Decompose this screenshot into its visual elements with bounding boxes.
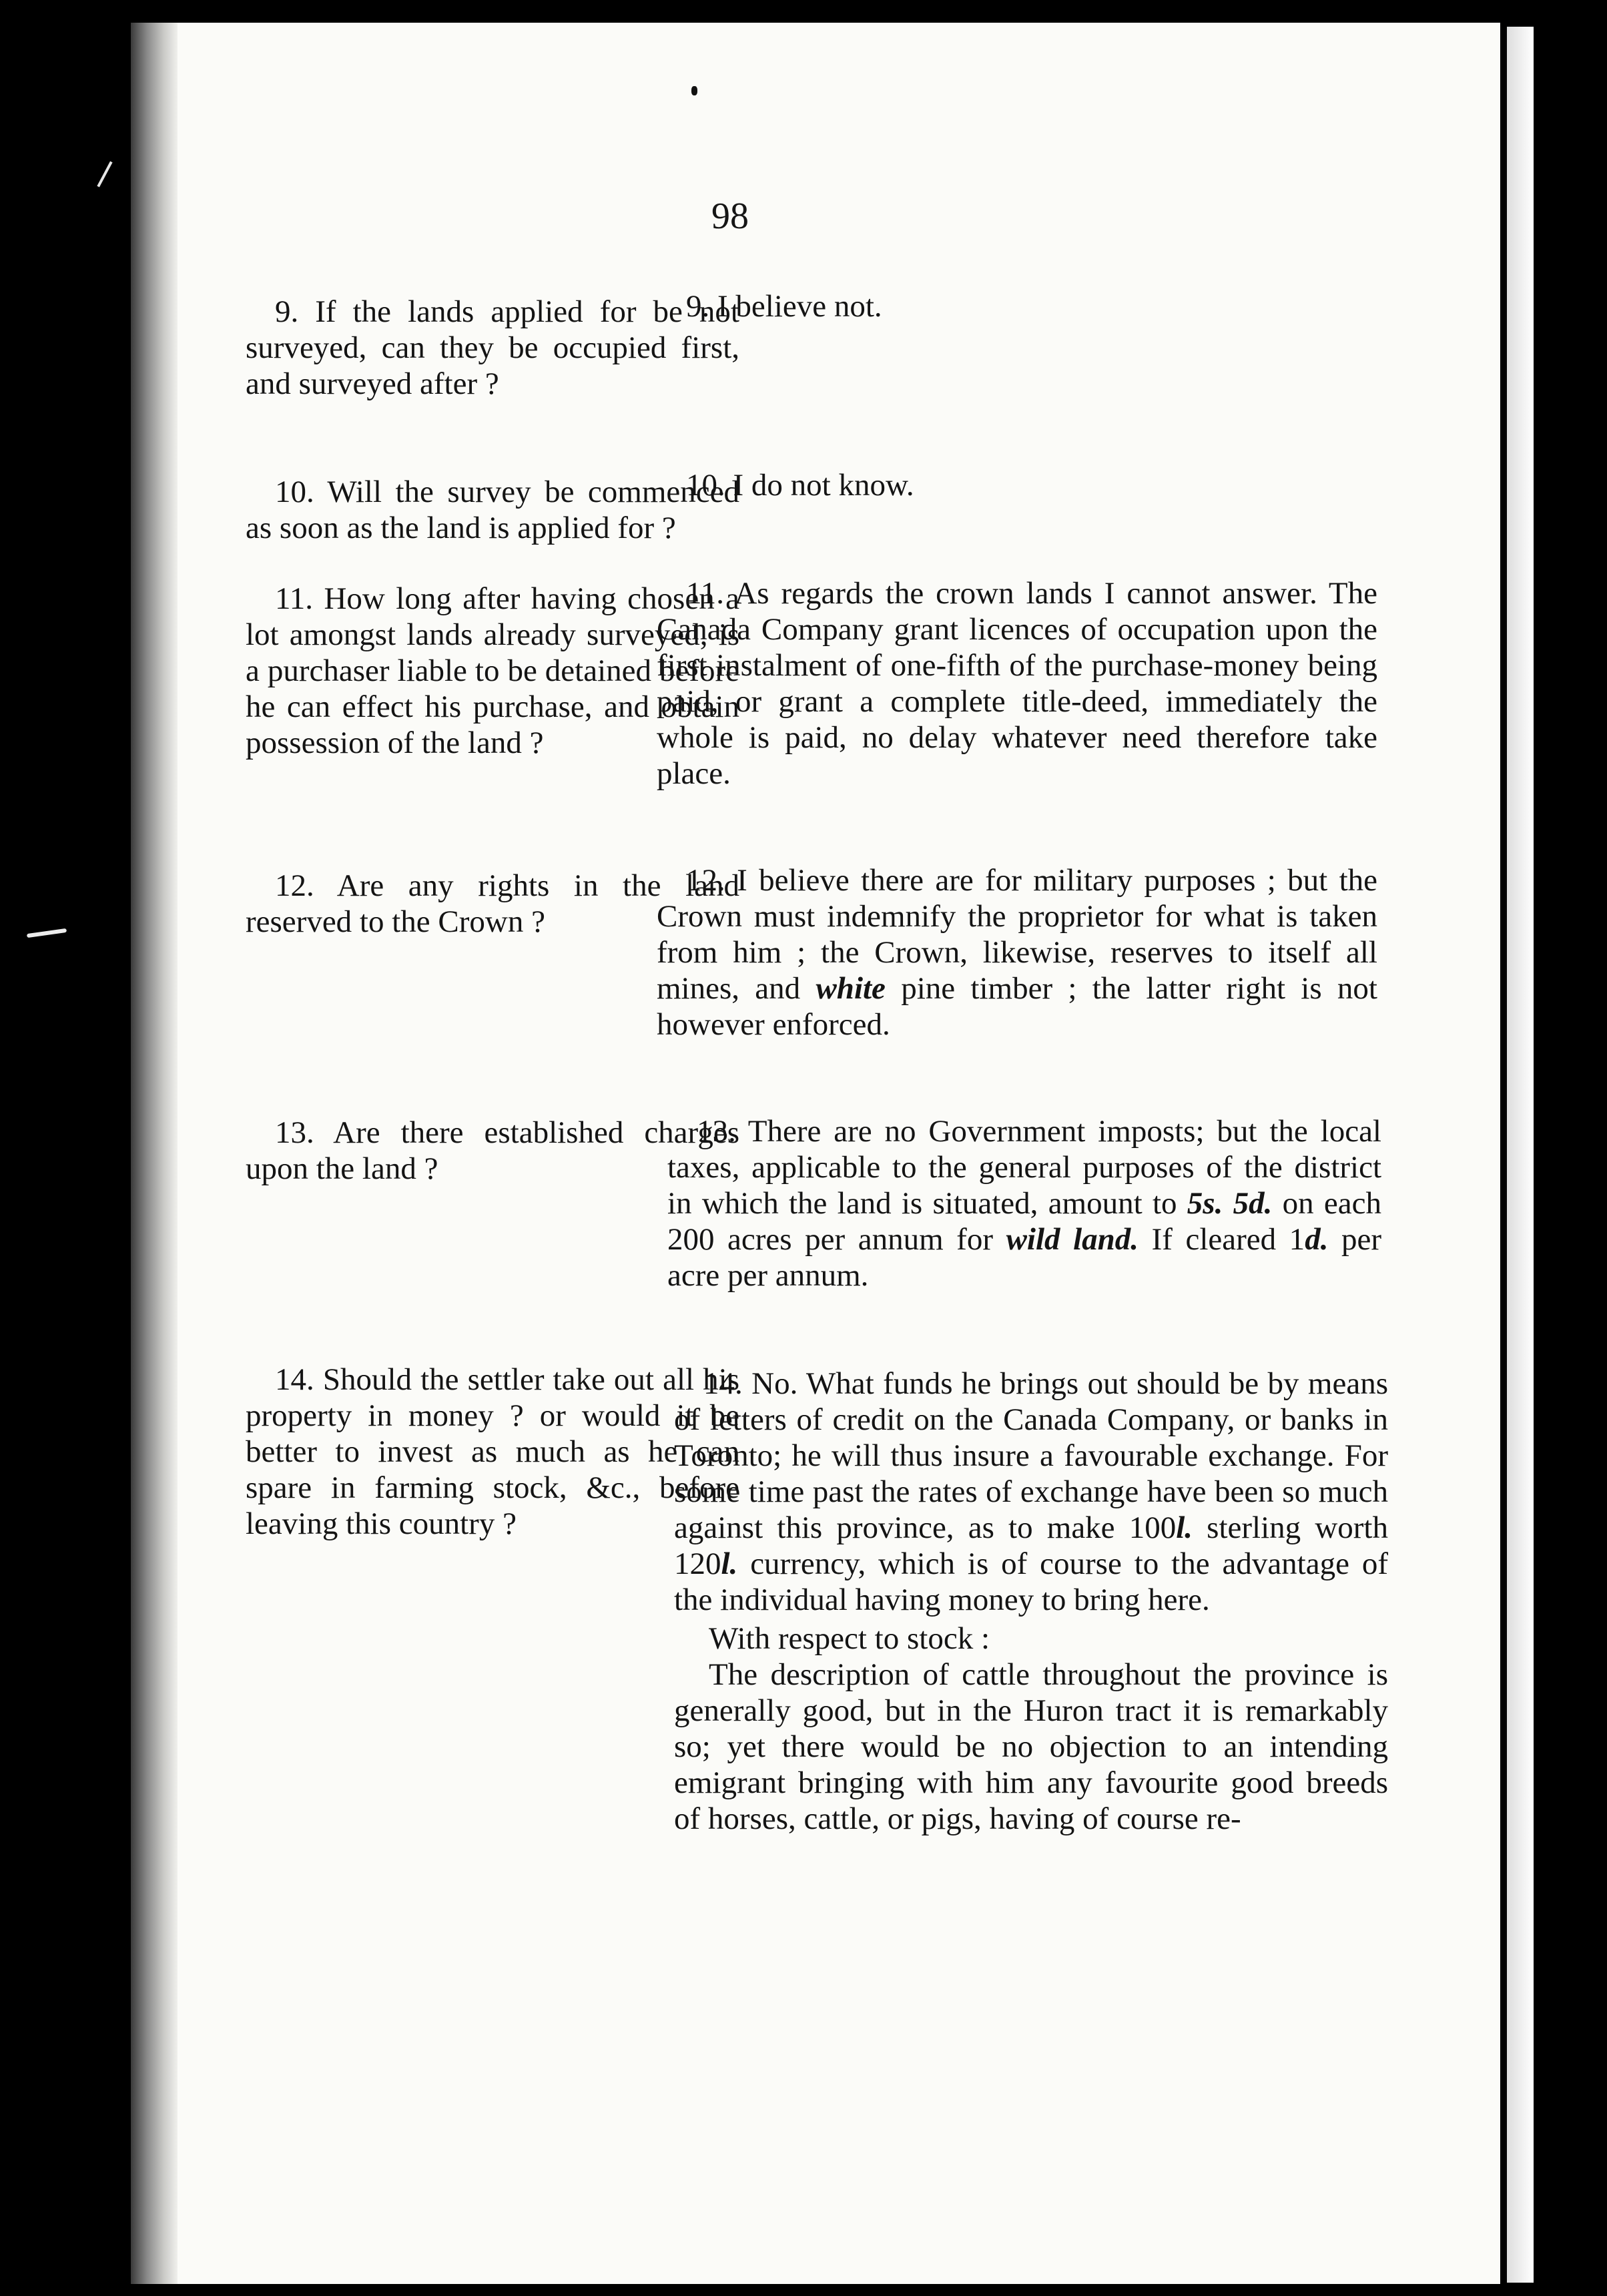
answer-text-part: 13. There are no Government imposts; but the local taxes, applicable to the general purposes of the district in which the land is situated, amount to [667,1114,1381,1221]
next-page-edge [1507,27,1534,2283]
question-text: 10. Will the survey be commenced as soon as the land is applied for ? [246,475,739,545]
answer-text: 10. I do not know. [686,468,914,503]
answer-emphasis: wild land. [1006,1222,1139,1257]
stock-paragraph: The description of cattle throughout the province is generally good, but in the Huron tract it is remarkably so; yet there would be no objection to an intending emigrant bringing with him any favourite good breeds of horses, cattle, or pigs, having of course re- [674,1657,1388,1836]
answer-a13 [667,1113,1381,1294]
ink-speck [691,86,697,95]
answer-text: 9. I believe not. [686,289,882,324]
book-spine-shadow [131,23,178,2284]
answer-text-part: currency, which is of course to the advantage of the individual having money to bring here. [674,1546,1388,1617]
question-text: 13. Are there established charges upon the land ? [246,1115,739,1186]
answer-a14 [674,1366,1388,1837]
answer-emphasis: l. [1176,1510,1193,1545]
question-q13 [246,1115,739,1187]
answer-text-part: pine timber ; the latter right is not however enforced. [657,971,1377,1042]
answer-a10 [657,467,1377,503]
answer-text-part: on each 200 acres per annum for [667,1186,1382,1257]
answer-text: 11. As regards the crown lands I cannot answer. The Canada Company grant licences of occupation upon the first instalment of one-fifth of the purchase-money being paid, or grant a complete title-deed, immediately the whole is paid, no delay whatever need therefore take place. [657,576,1377,791]
answer-a9 [657,288,1377,324]
answer-emphasis: 5s. 5d. [1187,1186,1273,1221]
question-q14 [246,1362,739,1542]
answer-text-part: sterling worth 120 [674,1510,1388,1581]
answer-a12 [657,862,1377,1043]
answer-emphasis: l. [721,1546,738,1581]
answer-text [657,862,1377,1043]
stock-heading: With respect to stock : [709,1621,990,1656]
margin-mark [97,162,112,188]
margin-mark [27,928,67,938]
answer-text [667,1113,1381,1294]
answer-emphasis: d. [1305,1222,1329,1257]
answer-text-part: 14. No. What funds he brings out should be by means of letters of credit on the Canada Company, or banks in Toronto; he will thus insure a favourable exchange. For some time past the rates of exchange have been so much against this province, as to make 100 [674,1366,1388,1545]
question-text: 11. How long after having chosen a lot amongst lands already surveyed, is a purchaser liable to be detained before he can effect his purchase, and obtain possession of the land ? [246,581,739,760]
answer-text-part: If cleared 1 [1139,1222,1305,1257]
question-text: 14. Should the settler take out all his property in money ? or would it be better to invest as much as he can spare in farming stock, &c., before leaving this country ? [246,1362,739,1541]
answer-a11 [657,575,1377,792]
answer-text-part: 12. I believe there are for military purposes ; but the Crown must indemnify the proprietor for what is taken from him ; the Crown, likewise, reserves to itself all mines, and [657,863,1377,1006]
answer-emphasis: white [816,971,886,1006]
question-text: 9. If the lands applied for be not surveyed, can they be occupied first, and surveyed after ? [246,294,739,401]
page-number: 98 [711,196,749,237]
answer-text-part: per acre per annum. [667,1222,1382,1293]
question-text: 12. Are any rights in the land reserved to the Crown ? [246,868,739,939]
answer-text [674,1366,1388,1618]
